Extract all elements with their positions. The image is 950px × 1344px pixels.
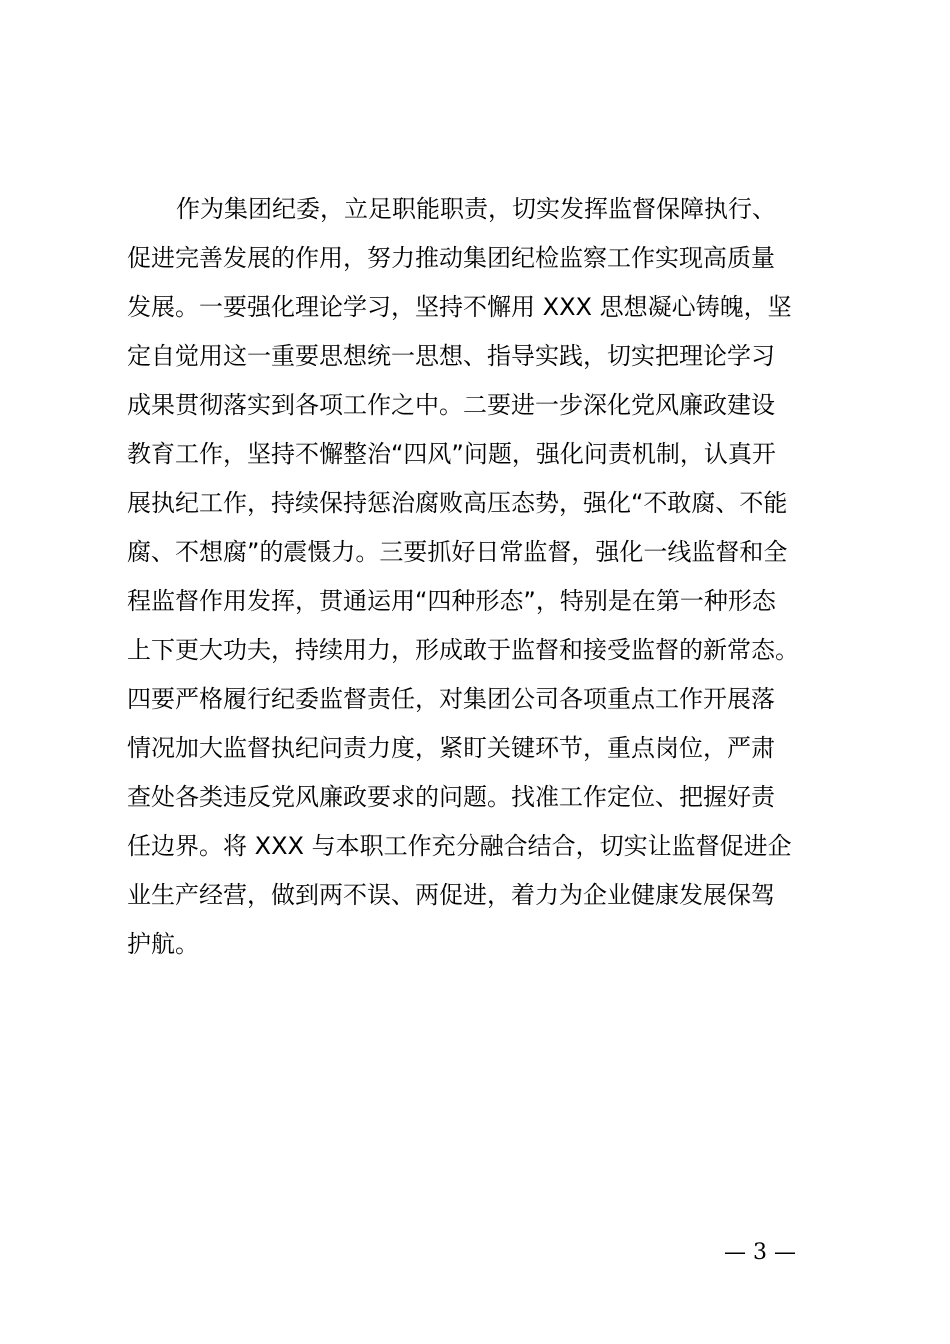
paragraph-line: 教育工作，坚持不懈整治“四风”问题，强化问责机制，认真开 [127, 440, 776, 468]
paragraph-line: 情况加大监督执纪问责力度，紧盯关键环节，重点岗位，严肃 [127, 734, 775, 762]
paragraph-line: 业生产经营，做到两不误、两促进，着力为企业健康发展保驾 [127, 881, 775, 909]
paragraph-line: 上下更大功夫，持续用力，形成敢于监督和接受监督的新常态。 [127, 636, 799, 664]
paragraph-line: 定自觉用这一重要思想统一思想、指导实践，切实把理论学习 [127, 342, 775, 370]
paragraph-line: 程监督作用发挥，贯通运用“四种形态”，特别是在第一种形态 [127, 587, 776, 615]
page-number: — 3 — [724, 1240, 796, 1265]
paragraph-line: 查处各类违反党风廉政要求的问题。找准工作定位、把握好责 [127, 783, 775, 811]
paragraph-line: 展执纪工作，持续保持惩治腐败高压态势，强化“不敢腐、不能 [127, 489, 788, 517]
paragraph-line: 腐、不想腐”的震慑力。三要抓好日常监督，强化一线监督和全 [127, 538, 788, 566]
paragraph-line: 四要严格履行纪委监督责任，对集团公司各项重点工作开展落 [127, 685, 775, 713]
paragraph-line: 护航。 [127, 930, 199, 958]
paragraph-line: 作为集团纪委，立足职能职责，切实发挥监督保障执行、 [176, 195, 776, 223]
paragraph-line: 发展。一要强化理论学习，坚持不懈用 XXX 思想凝心铸魄，坚 [127, 293, 792, 321]
body-paragraph [127, 185, 832, 969]
paragraph-line: 任边界。将 XXX 与本职工作充分融合结合，切实让监督促进企 [127, 832, 792, 860]
paragraph-line: 促进完善发展的作用，努力推动集团纪检监察工作实现高质量 [127, 244, 775, 272]
paragraph-line: 成果贯彻落实到各项工作之中。二要进一步深化党风廉政建设 [127, 391, 775, 419]
